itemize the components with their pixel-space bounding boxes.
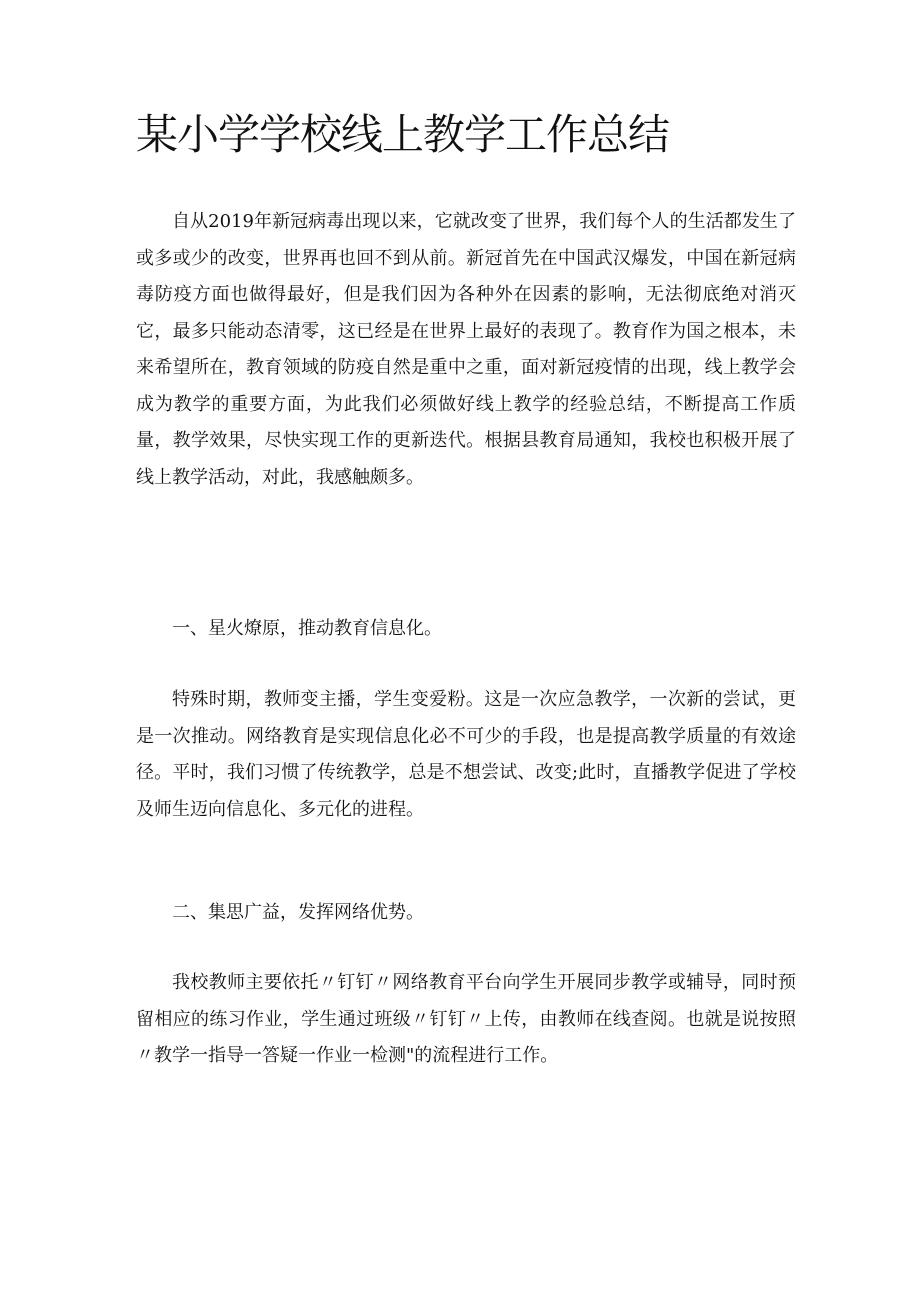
paragraph-section-1: 特殊时期，教师变主播，学生变爱粉。这是一次应急教学，一次新的尝试，更是一次推动。网络教育是实现信息化必不可少的手段，也是提高教学质量的有效途径。平时，我们习惯了传统教学，总是不想尝试、改变;此时，直播教学促进了学校及师生迈向信息化、多元化的进程。 [136, 689, 796, 820]
paragraph-section-2: 我校教师主要依托〃钉钉〃网络教育平台向学生开展同步教学或辅导，同时预留相应的练习作业，学生通过班级〃钉钉〃上传，由教师在线查阅。也就是说按照〃教学一指导一答疑一作业一检测"的流程进行工作。 [136, 972, 796, 1066]
paragraph-intro: 自从2019年新冠病毒出现以来，它就改变了世界，我们每个人的生活都发生了或多或少的改变，世界再也回不到从前。新冠首先在中国武汉爆发，中国在新冠病毒防疫方面也做得最好，但是我们因为各种外在因素的影响，无法彻底绝对消灭它，最多只能动态清零，这已经是在世界上最好的表现了。教育作为国之根本，未来希望所在，教育领域的防疫自然是重中之重，面对新冠疫情的出现，线上教学会成为教学的重要方面，为此我们必须做好线上教学的经验总结，不断提高工作质量，教学效果，尽快实现工作的更新迭代。根据县教育局通知，我校也积极开展了线上教学活动，对此，我感触颇多。 [136, 211, 796, 488]
document-title: 某小学学校线上教学工作总结 [136, 110, 670, 159]
section-heading-2: 二、集思广益，发挥网络优势。 [172, 902, 424, 923]
section-heading-1: 一、星火燎原，推动教育信息化。 [172, 618, 442, 639]
